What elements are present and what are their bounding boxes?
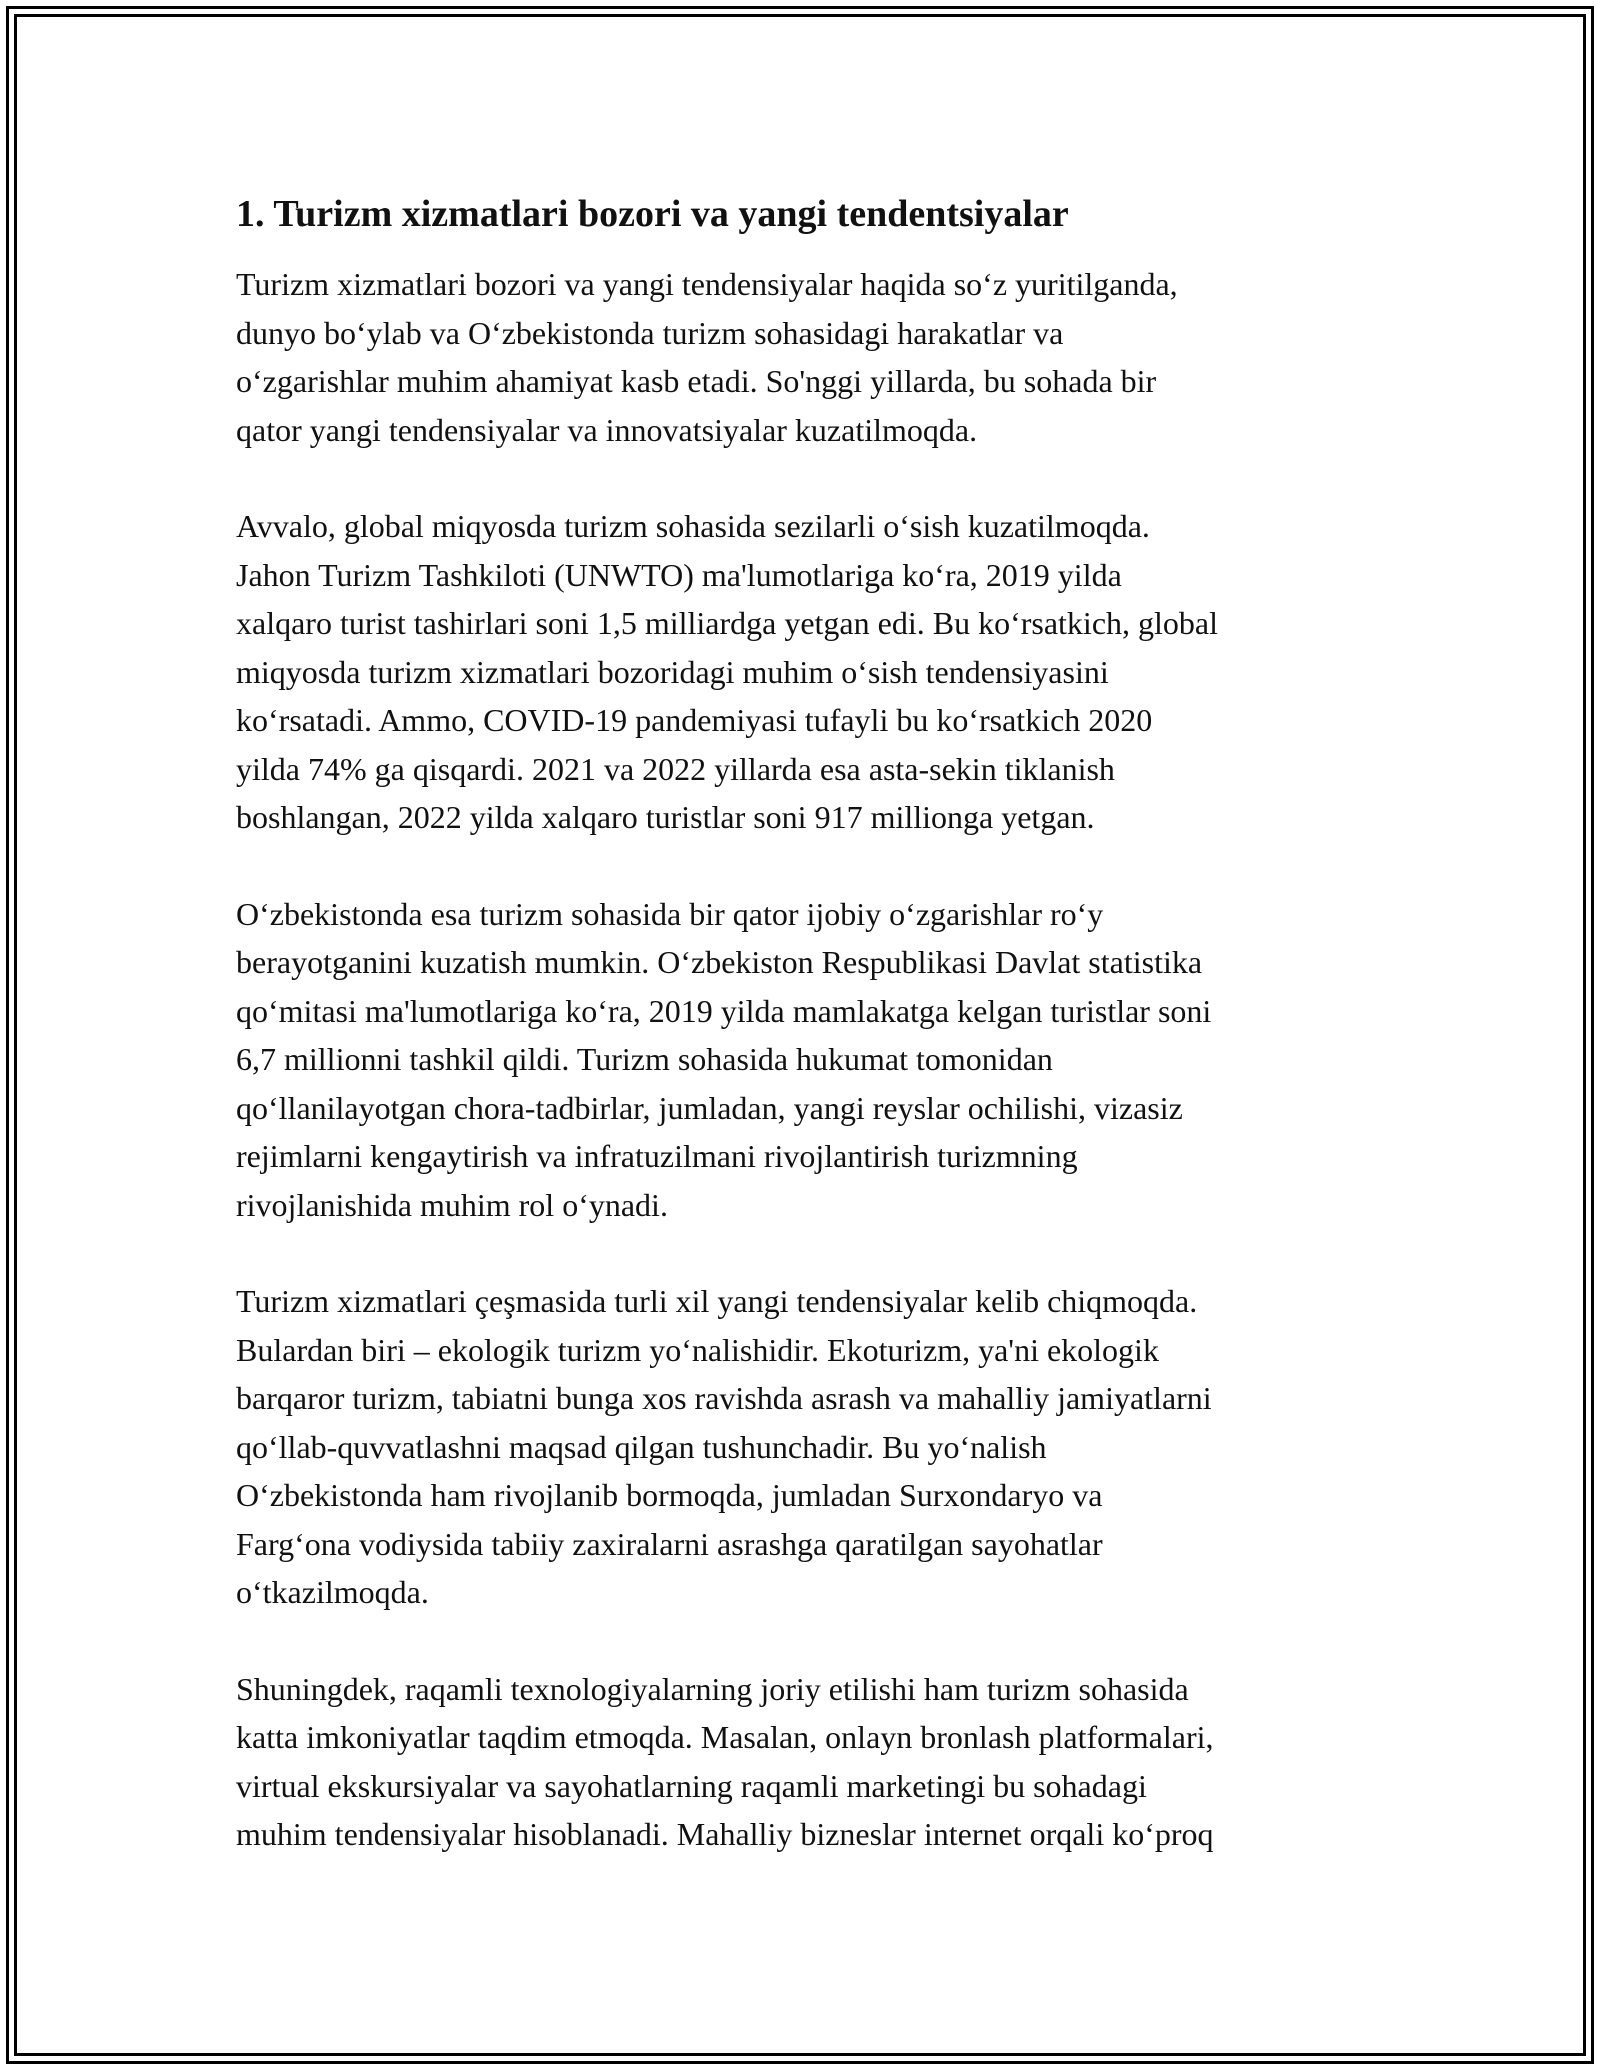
paragraph-intro bbox=[236, 260, 1366, 454]
text-line: yilda 74% ga qisqardi. 2021 va 2022 yillarda esa asta-sekin tiklanish bbox=[236, 750, 1115, 787]
paragraph-digital bbox=[236, 1665, 1366, 1859]
text-line: Turizm xizmatlari bozori va yangi tendensiyalar haqida so‘z yuritilganda, bbox=[236, 266, 1178, 302]
text-line: qo‘mitasi ma'lumotlariga ko‘ra, 2019 yilda mamlakatga kelgan turistlar soni bbox=[236, 992, 1212, 1029]
text-line: boshlangan, 2022 yilda xalqaro turistlar soni 917 millionga yetgan. bbox=[236, 799, 1095, 835]
text-line: virtual ekskursiyalar va sayohatlarning raqamli marketingi bu sohadagi bbox=[236, 1767, 1147, 1804]
text-line: barqaror turizm, tabiatni bunga xos ravishda asrash va mahalliy jamiyatlarni bbox=[236, 1380, 1212, 1416]
document-body bbox=[236, 190, 1366, 1907]
text-line: rejimlarni kengaytirish va infratuzilmani rivojlantirish turizmning bbox=[236, 1138, 1078, 1174]
text-line: berayotganini kuzatish mumkin. O‘zbekiston Respublikasi Davlat statistika bbox=[236, 944, 1203, 980]
section-heading: 1. Turizm xizmatlari bozori va yangi tendentsiyalar bbox=[236, 193, 1069, 235]
text-line: rivojlanishida muhim rol o‘ynadi. bbox=[236, 1186, 668, 1223]
text-line: Farg‘ona vodiysida tabiiy zaxiralarni asrashga qaratilgan sayohatlar bbox=[236, 1525, 1103, 1562]
text-line: O‘zbekistonda esa turizm sohasida bir qator ijobiy o‘zgarishlar ro‘y bbox=[236, 895, 1104, 932]
text-line: Bulardan biri – ekologik turizm yo‘nalishidir. Ekoturizm, ya'ni ekologik bbox=[236, 1331, 1159, 1368]
paragraph-uzbekistan bbox=[236, 890, 1366, 1230]
text-line: 6,7 millionni tashkil qildi. Turizm sohasida hukumat tomonidan bbox=[236, 1041, 1053, 1077]
text-line: Avvalo, global miqyosda turizm sohasida sezilarli o‘sish kuzatilmoqda. bbox=[236, 508, 1150, 544]
text-line: Turizm xizmatlari çeşmasida turli xil yangi tendensiyalar kelib chiqmoqda. bbox=[236, 1283, 1198, 1319]
text-line: qo‘llanilayotgan chora-tadbirlar, jumladan, yangi reyslar ochilishi, vizasiz bbox=[236, 1089, 1183, 1126]
paragraph-global-growth bbox=[236, 502, 1366, 842]
text-line: o‘tkazilmoqda. bbox=[236, 1574, 429, 1610]
text-line: qator yangi tendensiyalar va innovatsiyalar kuzatilmoqda. bbox=[236, 411, 978, 448]
text-line: Jahon Turizm Tashkiloti (UNWTO) ma'lumotlariga ko‘ra, 2019 yilda bbox=[236, 556, 1122, 593]
text-line: ko‘rsatadi. Ammo, COVID-19 pandemiyasi tufayli bu ko‘rsatkich 2020 bbox=[236, 702, 1153, 738]
text-line: O‘zbekistonda ham rivojlanib bormoqda, jumladan Surxondaryo va bbox=[236, 1477, 1103, 1513]
text-line: muhim tendensiyalar hisoblanadi. Mahalliy bizneslar internet orqali ko‘proq bbox=[236, 1816, 1214, 1852]
text-line: katta imkoniyatlar taqdim etmoqda. Masalan, onlayn bronlash platformalari, bbox=[236, 1719, 1214, 1755]
text-line: dunyo bo‘ylab va O‘zbekistonda turizm sohasidagi harakatlar va bbox=[236, 314, 1064, 351]
text-line: miqyosda turizm xizmatlari bozoridagi muhim o‘sish tendensiyasini bbox=[236, 653, 1109, 690]
paragraph-ecotourism bbox=[236, 1277, 1366, 1617]
text-line: o‘zgarishlar muhim ahamiyat kasb etadi. So'nggi yillarda, bu sohada bir bbox=[236, 363, 1157, 399]
text-line: xalqaro turist tashirlari soni 1,5 milliardga yetgan edi. Bu ko‘rsatkich, global bbox=[236, 605, 1218, 641]
text-line: Shuningdek, raqamli texnologiyalarning joriy etilishi ham turizm sohasida bbox=[236, 1670, 1189, 1707]
text-line: qo‘llab-quvvatlashni maqsad qilgan tushunchadir. Bu yo‘nalish bbox=[236, 1428, 1047, 1465]
